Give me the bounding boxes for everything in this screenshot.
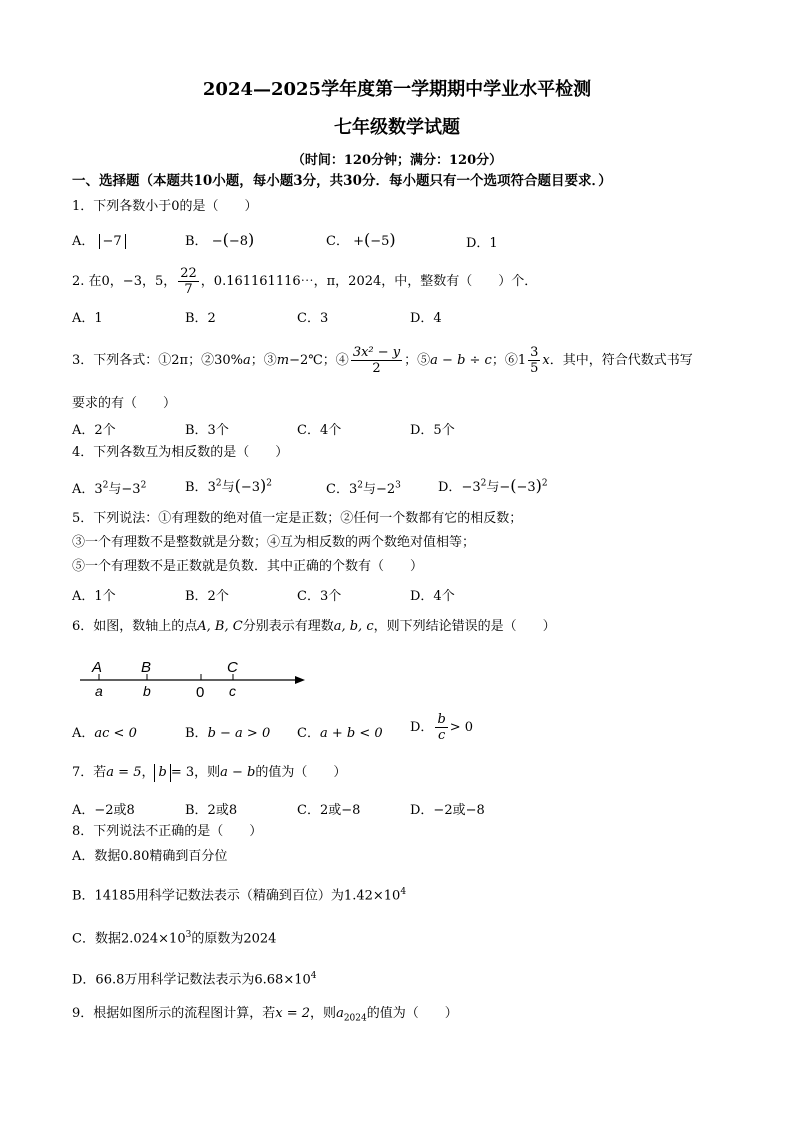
q2-fraction: [178, 266, 199, 297]
q4-stem: 4．下列各数互为相反数的是（ ）: [72, 445, 289, 460]
q6-part3: ，则下列结论错误的是（ ）: [373, 619, 556, 634]
q3-part5: ；⑥: [491, 353, 518, 368]
q4-option-c: [326, 478, 401, 497]
q3-den: 2: [372, 361, 381, 376]
q4-c-base: 3: [348, 482, 358, 497]
q3-mixed-den: 5: [530, 361, 539, 376]
q3-stem: [72, 342, 693, 380]
q2-stem: [72, 263, 537, 301]
q4-c-exp2: 3: [395, 480, 401, 491]
q7-v4: a − b: [220, 765, 256, 780]
q5-line1: 5．下列说法：①有理数的绝对值一定是正数；②任何一个数都有它的相反数；: [72, 511, 523, 526]
exam-title: 2024—2025学年度第一学期期中学业水平检测: [202, 79, 592, 100]
q1-stem: 1．下列各数小于0的是（ ）: [72, 199, 258, 214]
q7-v2: b: [158, 765, 167, 780]
q4-a-mid: 与−3: [108, 482, 141, 497]
q6-points: A, B, C: [197, 619, 243, 634]
q8-option-a: A．数据0.80精确到百分位: [72, 849, 228, 864]
section-heading: 一、选择题（本题共10小题，每小题3分，共30分．每小题只有一个选项符合题目要求．）: [72, 173, 612, 189]
q4-option-b: B．$3^2$与$(-3)^2$: [185, 476, 272, 495]
q8-d-pre: D．66.8万用科学记数法表示为: [72, 972, 255, 988]
point-B-label: B: [141, 659, 152, 676]
q2-option-a: A．1: [72, 311, 103, 326]
q4-c-label: C．: [326, 482, 349, 497]
q7-option-d: D．−2或−8: [410, 803, 485, 818]
q2-part1: 2. 在0，−3，5，: [72, 274, 177, 289]
q3-option-c: C．4个: [297, 423, 342, 438]
q3-part2: ；③: [250, 353, 277, 368]
q8-d-val: 6.68×10: [254, 972, 311, 988]
q7-part1: 7．若: [72, 765, 107, 780]
q6-option-c: [297, 722, 383, 741]
q7-part3: ，则: [194, 765, 221, 780]
q3-mixed-int: 1: [517, 353, 527, 368]
q8-option-c: [72, 926, 276, 948]
q1-c-label: C．: [326, 234, 349, 249]
q7-v1: a = 5: [106, 765, 142, 780]
axis-arrow-icon: [295, 676, 305, 684]
q6-part2: 分别表示有理数: [242, 619, 334, 634]
q2-part2: ，0.161161116⋯，π，2024，中，整数有（ ）个．: [200, 274, 538, 289]
q3-option-d: D．5个: [410, 423, 455, 438]
point-A-label: A: [92, 659, 103, 676]
q1-b-label: B．: [185, 234, 208, 249]
q8-option-d: [72, 967, 317, 989]
q9-sub: 2024: [343, 1013, 367, 1024]
q3-num: 3x² − y: [352, 345, 401, 360]
q8-c-val: 2.024×10: [120, 931, 186, 947]
q5-line3: ⑤一个有理数不是正数就是负数．其中正确的个数有（ ）: [72, 559, 424, 574]
q7-v3: = 3: [170, 765, 195, 780]
q3-var-x: x: [542, 353, 550, 368]
q3-var-a: a: [242, 353, 251, 368]
q4-b-exp2: 2: [266, 478, 272, 489]
q7-stem: [72, 764, 346, 782]
q4-b-mid: 与: [221, 480, 235, 495]
q7-option-a: A．−2或8: [72, 803, 135, 818]
q4-d-mid: 与−: [486, 480, 511, 495]
q3-part3: −2℃；④: [289, 353, 349, 368]
q3-var-m: m: [276, 353, 290, 368]
q1-c-pre: +: [353, 234, 364, 249]
q4-b-exp1: 2: [215, 478, 222, 489]
q1-c-val: −5: [370, 234, 390, 249]
q8-c-pre: C．数据: [72, 931, 121, 947]
q4-d-label: D．: [438, 480, 462, 495]
q6-a-label: A．: [72, 726, 95, 741]
q4-d-in: −3: [516, 480, 536, 495]
q7-abs-b: [154, 764, 170, 782]
q6-option-d: [410, 712, 473, 743]
q3-part1: 3．下列各式：①2π；②30%: [72, 353, 243, 368]
q1-option-a: [72, 230, 126, 249]
q6-b-val: b − a > 0: [207, 726, 271, 741]
q8-b-val: 1.42×10: [343, 888, 401, 904]
zero-label: 0: [196, 684, 205, 701]
q8-c-post: 的原数为2024: [191, 931, 277, 947]
q8-option-b: [72, 883, 406, 905]
q2-den: 7: [184, 282, 193, 297]
q4-b-in: −3: [240, 480, 261, 495]
q9-part2: ，则: [310, 1006, 337, 1021]
q7-part2: ，: [141, 765, 155, 780]
q3-part6: ．其中，符合代数式书写: [549, 353, 693, 368]
q4-option-d: D．$-3^2$与$-(-3)^2$: [438, 476, 548, 495]
q1-a-val: −7: [102, 234, 122, 249]
q8-c-exp: 3: [185, 930, 192, 940]
q6-c-val: a + b < 0: [319, 726, 383, 741]
point-C-label: C: [227, 659, 238, 676]
q6-d-fraction: [435, 712, 447, 743]
q3-part4: ；⑤: [404, 353, 431, 368]
q4-b-label: B．: [185, 480, 208, 495]
q3-stem-cont: 要求的有（ ）: [72, 396, 177, 411]
q7-option-b: B．2或8: [185, 803, 238, 818]
q4-a-exp1: 2: [102, 480, 109, 491]
number-line-figure: [72, 655, 312, 705]
exam-info: （时间：120分钟；满分：120分）: [291, 153, 503, 168]
q7-part4: 的值为（ ）: [255, 765, 347, 780]
q6-d-rest: > 0: [449, 720, 474, 735]
q3-fraction: [351, 345, 402, 376]
q1-a-abs: [99, 234, 126, 249]
q5-line2: ③一个有理数不是整数就是分数；④互为相反数的两个数绝对值相等；: [72, 535, 476, 550]
q1-b-val: −8: [228, 234, 249, 249]
q9-part3: 的值为（ ）: [366, 1006, 458, 1021]
q6-option-b: [185, 722, 270, 741]
q5-option-b: B．2个: [185, 589, 229, 604]
q6-part1: 6．如图，数轴上的点: [72, 619, 198, 634]
q6-vars: a, b, c: [333, 619, 374, 634]
q3-expr5: a − b ÷ c: [430, 353, 492, 368]
q1-option-c: C． +(−5): [326, 230, 396, 249]
q4-a-base: 3: [94, 482, 103, 497]
q6-stem: [72, 618, 556, 636]
q1-a-label: A．: [72, 234, 95, 249]
q8-stem: 8．下列说法不正确的是（ ）: [72, 824, 263, 839]
exam-subtitle: 七年级数学试题: [334, 117, 460, 138]
q9-v2: a: [336, 1006, 344, 1021]
q4-a-exp2: 2: [140, 480, 147, 491]
q5-option-c: C．3个: [297, 589, 342, 604]
q4-d-exp1: 2: [480, 478, 487, 489]
q6-option-a: [72, 722, 137, 741]
q5-option-a: A．1个: [72, 589, 116, 604]
q2-option-d: D．4: [410, 311, 442, 326]
q4-c-exp1: 2: [357, 480, 363, 491]
q7-option-c: C．2或−8: [297, 803, 361, 818]
q1-option-b: B． −(−8): [185, 230, 255, 249]
q4-a-label: A．: [72, 482, 95, 497]
q4-c-mid: 与−2: [362, 482, 396, 497]
q6-d-label: D．: [410, 720, 434, 735]
q4-option-a: [72, 478, 146, 497]
q6-c-label: C．: [297, 726, 320, 741]
q6-d-num: b: [437, 712, 446, 727]
q1-b-pre: −: [211, 234, 223, 249]
q8-b-exp: 4: [400, 887, 407, 897]
var-c-label: c: [229, 683, 236, 699]
q9-v1: x = 2: [275, 1006, 311, 1021]
q4-b-base: 3: [207, 480, 216, 495]
q9-stem: [72, 1005, 458, 1028]
q9-part1: 9．根据如图所示的流程图计算，若: [72, 1006, 276, 1021]
q6-d-den: c: [437, 728, 446, 743]
q2-option-b: B．2: [185, 311, 216, 326]
q8-d-exp: 4: [310, 971, 317, 981]
q4-d-exp2: 2: [541, 478, 548, 489]
q6-b-label: B．: [185, 726, 208, 741]
q4-d-base: −3: [461, 480, 481, 495]
q3-mixed-fraction: [528, 345, 540, 376]
q3-option-b: B．3个: [185, 423, 229, 438]
q2-option-c: C．3: [297, 311, 329, 326]
q8-b-pre: B．14185用科学记数法表示（精确到百位）为: [72, 888, 344, 904]
var-a-label: a: [95, 683, 103, 699]
q1-option-d: D．1: [466, 236, 498, 251]
q6-a-val: ac < 0: [94, 726, 137, 741]
q3-mixed-num: 3: [530, 345, 539, 360]
var-b-label: b: [143, 683, 151, 699]
q3-option-a: A．2个: [72, 423, 116, 438]
q5-option-d: D．4个: [410, 589, 455, 604]
q2-num: 22: [180, 266, 197, 281]
